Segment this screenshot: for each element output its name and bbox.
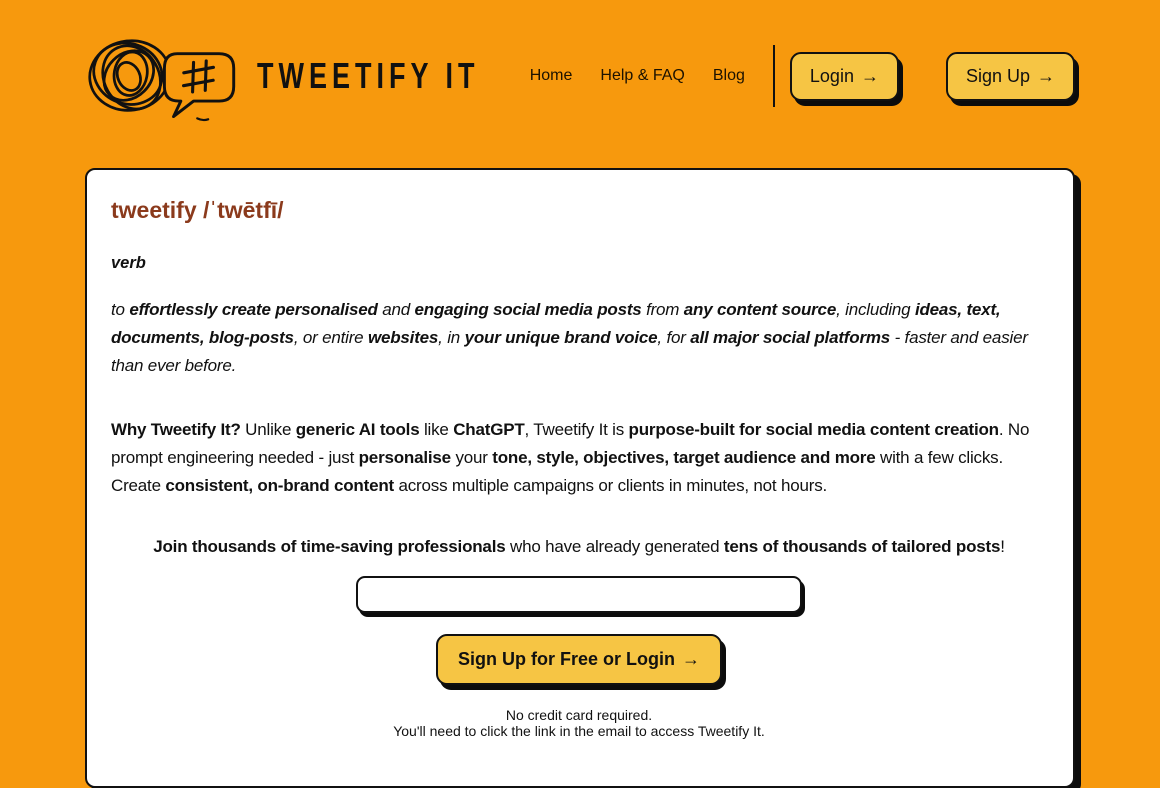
main-nav bbox=[530, 67, 745, 85]
signup-button-label: Sign Up bbox=[965, 65, 1030, 86]
email-link-note: You'll need to click the link in the email to access Tweetify It. bbox=[393, 723, 765, 739]
nav-item-help-faq[interactable]: Help & FAQ bbox=[600, 67, 685, 84]
login-button[interactable] bbox=[790, 52, 899, 101]
arrow-right-icon: → bbox=[860, 65, 879, 86]
login-button-label: Login bbox=[809, 65, 854, 86]
nav-item-home[interactable]: Home bbox=[529, 67, 573, 84]
arrow-right-icon: → bbox=[1037, 65, 1055, 86]
definition-paragraph: to effortlessly create personalised and engaging social media posts from any content source, including ideas, text, documents, blog-posts, or entire websites, in your unique brand voice, for all major social platforms - faster and easier than ever before. bbox=[111, 300, 1028, 375]
signup-email-input[interactable] bbox=[356, 576, 802, 613]
definition-card bbox=[85, 168, 1075, 788]
no-credit-card-note: No credit card required. bbox=[505, 707, 653, 723]
why-tweetify-paragraph: Why Tweetify It? Unlike generic AI tools like ChatGPT, Tweetify It is purpose-built for social media content creation. No prompt engineering needed - just personalise your tone, style, objectives, target audience and more with a few clicks. Create consistent, on-brand content across multiple campaigns or clients in minutes, not hours. bbox=[111, 420, 1030, 495]
nav-divider bbox=[773, 45, 775, 107]
signup-free-or-login-button[interactable] bbox=[436, 634, 722, 685]
logo-text: TWEETIFY IT bbox=[257, 55, 480, 96]
header bbox=[0, 0, 1160, 152]
cta-row bbox=[111, 634, 1047, 685]
nav-item-blog[interactable]: Blog bbox=[712, 67, 745, 84]
headword: tweetify /ˈtwētfī/ bbox=[111, 197, 284, 223]
signup-button[interactable] bbox=[946, 52, 1075, 101]
part-of-speech: verb bbox=[111, 254, 146, 272]
signup-form-row bbox=[111, 576, 1047, 613]
logo[interactable] bbox=[86, 28, 480, 124]
cta-button-label: Sign Up for Free or Login bbox=[458, 649, 675, 669]
arrow-right-icon: → bbox=[682, 649, 700, 669]
social-proof-line: Join thousands of time-saving professionals who have already generated tens of thousands of tailored posts! bbox=[153, 537, 1005, 556]
scribble-hashtag-bubble-icon bbox=[86, 28, 241, 124]
